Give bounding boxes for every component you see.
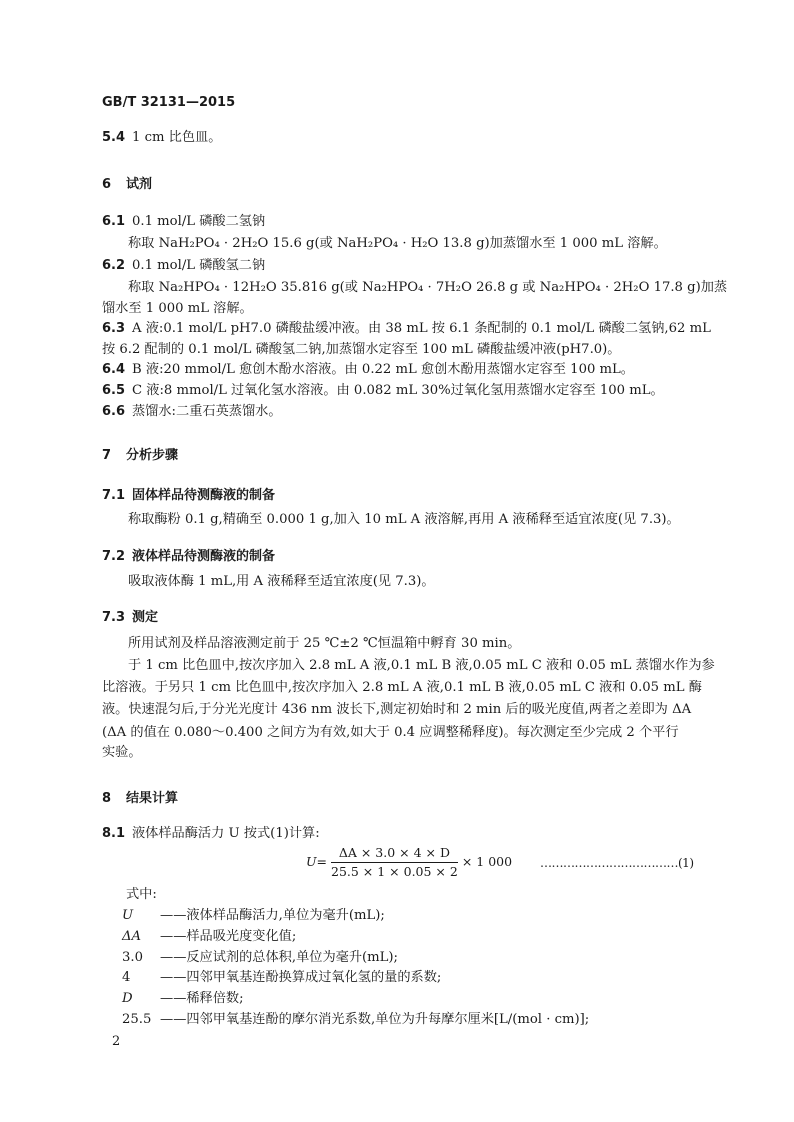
term-symbol: U <box>122 908 134 923</box>
clause-6-4 <box>102 362 634 378</box>
clause-number: 5.4 <box>102 130 126 145</box>
clause-number: 6.2 <box>102 258 126 273</box>
section-title: 结果计算 <box>126 791 179 806</box>
section-6-heading <box>102 173 152 192</box>
term-symbol: D <box>122 991 133 1006</box>
clause-6-6 <box>102 404 282 420</box>
clause-text: 液体样品酶活力 U 按式(1)计算: <box>132 826 320 841</box>
formula-number: ………………………………(1) <box>540 856 694 870</box>
clause-7-3-para2-line1: 于 1 cm 比色皿中,按次序加入 2.8 mL A 液,0.1 mL B 液,0.05 mL C 液和 0.05 mL 蒸馏水作为参 <box>128 658 715 673</box>
term-row <box>122 950 398 966</box>
clause-number: 6.3 <box>102 321 126 336</box>
term-description: ——四邻甲氧基连酚换算成过氧化氢的量的系数; <box>160 970 442 985</box>
clause-6-2-body-line1: 称取 Na₂HPO₄ · 12H₂O 35.816 g(或 Na₂HPO₄ · 7H₂O 26.8 g 或 Na₂HPO₄ · 2H₂O 17.8 g)加蒸 <box>128 280 728 295</box>
page-number: 2 <box>112 1034 121 1049</box>
term-row <box>122 929 296 945</box>
section-8-heading <box>102 787 178 806</box>
clause-7-2-body: 吸取液体酶 1 mL,用 A 液稀释至适宜浓度(见 7.3)。 <box>128 574 435 589</box>
clause-6-2-title <box>102 258 265 274</box>
clause-title: 测定 <box>132 610 159 625</box>
clause-text: A 液:0.1 mol/L pH7.0 磷酸盐缓冲液。由 38 mL 按 6.1 条配制的 0.1 mol/L 磷酸二氢钠,62 mL <box>132 321 711 336</box>
term-description: ——样品吸光度变化值; <box>160 929 297 944</box>
clause-number: 7.2 <box>102 549 126 564</box>
clause-title: 0.1 mol/L 磷酸二氢钠 <box>132 214 266 229</box>
clause-text: B 液:20 mmol/L 愈创木酚水溶液。由 0.22 mL 愈创木酚用蒸馏水定容至 100 mL。 <box>132 362 634 377</box>
term-row <box>122 991 244 1007</box>
section-7-heading <box>102 444 178 463</box>
clause-number: 6.1 <box>102 214 126 229</box>
term-symbol: 25.5 <box>122 1012 152 1027</box>
standard-number: GB/T 32131—2015 <box>102 95 236 110</box>
term-symbol: 3.0 <box>122 950 143 965</box>
clause-title: 固体样品待测酶液的制备 <box>132 488 276 503</box>
clause-number: 8.1 <box>102 826 126 841</box>
term-description: ——反应试剂的总体积,单位为毫升(mL); <box>160 950 398 965</box>
section-title: 分析步骤 <box>126 448 179 463</box>
clause-text: C 液:8 mmol/L 过氧化氢水溶液。由 0.082 mL 30%过氧化氢用蒸馏水定容至 100 mL。 <box>132 383 664 398</box>
formula-denominator: 25.5 × 1 × 0.05 × 2 <box>331 864 458 879</box>
clause-7-3-title <box>102 606 158 625</box>
formula-1 <box>306 845 512 880</box>
clause-7-3-para2-line3: 液。快速混匀后,于分光光度计 436 nm 波长下,测定初始时和 2 min 后的吸光度值,两者之差即为 ΔA <box>102 702 692 717</box>
formula-lhs: U= <box>306 854 328 869</box>
clause-text: 蒸馏水:二重石英蒸馏水。 <box>132 404 282 419</box>
term-row <box>122 1012 589 1028</box>
section-title: 试剂 <box>126 177 153 192</box>
clause-number: 6.4 <box>102 362 126 377</box>
clause-title: 液体样品待测酶液的制备 <box>132 549 276 564</box>
clause-7-3-para1: 所用试剂及样品溶液测定前于 25 ℃±2 ℃恒温箱中孵育 30 min。 <box>128 636 521 651</box>
clause-7-3-para2-line4: (ΔA 的值在 0.080～0.400 之间方为有效,如大于 0.4 应调整稀释度)。每次测定至少完成 2 个平行 <box>102 725 679 740</box>
formula-tail: × 1 000 <box>461 854 513 869</box>
clause-7-3-para2-line2: 比溶液。于另只 1 cm 比色皿中,按次序加入 2.8 mL A 液,0.1 mL B 液,0.05 mL C 液和 0.05 mL 酶 <box>102 680 702 695</box>
section-number: 6 <box>102 177 112 192</box>
formula-numerator: ΔA × 3.0 × 4 × D <box>331 845 458 863</box>
clause-6-1-body: 称取 NaH₂PO₄ · 2H₂O 15.6 g(或 NaH₂PO₄ · H₂O 13.8 g)加蒸馏水至 1 000 mL 溶解。 <box>128 236 667 251</box>
clause-6-3-line2: 按 6.2 配制的 0.1 mol/L 磷酸氢二钠,加蒸馏水定容至 100 mL 磷酸盐缓冲液(pH7.0)。 <box>102 342 621 357</box>
clause-number: 6.5 <box>102 383 126 398</box>
clause-7-3-para2-line5: 实验。 <box>102 745 142 760</box>
clause-6-5 <box>102 383 664 399</box>
term-description: ——稀释倍数; <box>160 991 244 1006</box>
term-symbol: 4 <box>122 970 131 985</box>
term-symbol: ΔA <box>122 929 142 944</box>
term-row <box>122 908 385 924</box>
clause-number: 7.3 <box>102 610 126 625</box>
clause-5-4 <box>102 130 221 146</box>
clause-7-2-title <box>102 545 275 564</box>
clause-title: 0.1 mol/L 磷酸氢二钠 <box>132 258 266 273</box>
section-number: 8 <box>102 791 112 806</box>
clause-6-1-title <box>102 214 265 230</box>
formula-fraction <box>331 845 458 880</box>
clause-7-1-title <box>102 484 275 503</box>
term-description: ——四邻甲氧基连酚的摩尔消光系数,单位为升每摩尔厘米[L/(mol · cm)]; <box>160 1012 590 1027</box>
clause-text: 1 cm 比色皿。 <box>132 130 222 145</box>
clause-6-3-line1 <box>102 321 711 337</box>
clause-7-1-body: 称取酶粉 0.1 g,精确至 0.000 1 g,加入 10 mL A 液溶解,再用 A 液稀释至适宜浓度(见 7.3)。 <box>128 512 680 527</box>
clause-number: 6.6 <box>102 404 126 419</box>
clause-8-1 <box>102 826 320 842</box>
section-number: 7 <box>102 448 112 463</box>
term-row <box>122 970 441 986</box>
clause-6-2-body-line2: 馏水至 1 000 mL 溶解。 <box>102 301 253 316</box>
clause-number: 7.1 <box>102 488 126 503</box>
where-label: 式中: <box>126 887 157 902</box>
term-description: ——液体样品酶活力,单位为毫升(mL); <box>160 908 385 923</box>
